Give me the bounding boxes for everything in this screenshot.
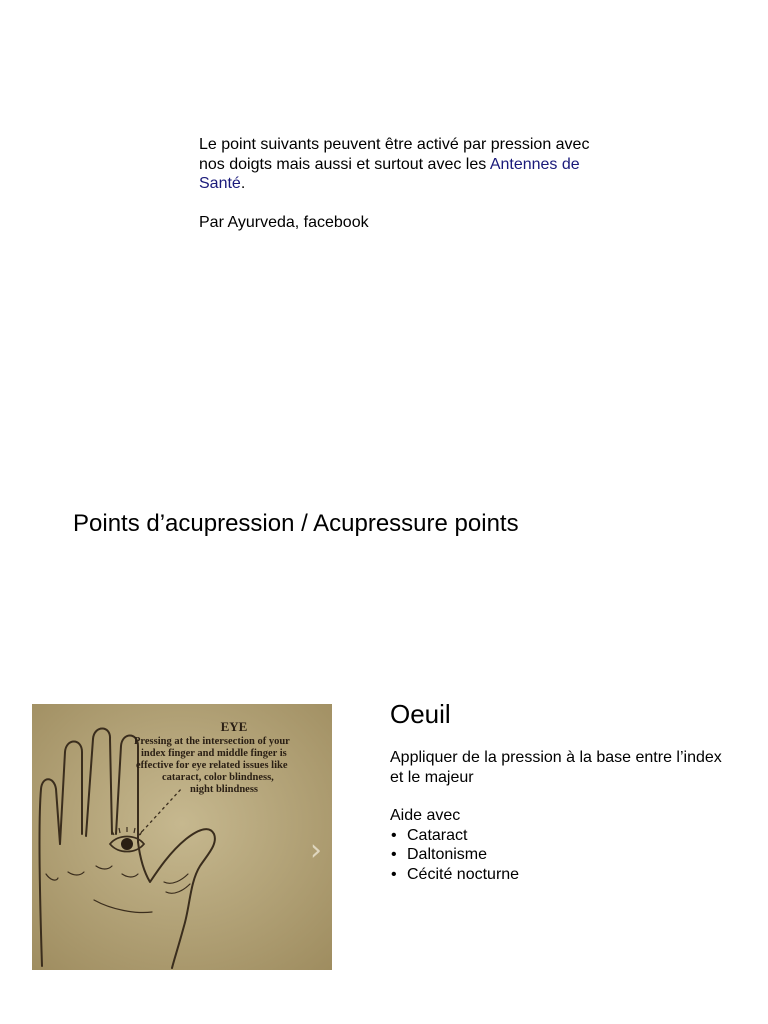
intro-block [199,135,619,232]
caption-line: effective for eye related issues like [136,760,288,771]
eye-heading: EYE [220,719,248,734]
next-arrow-icon[interactable]: › [310,833,322,868]
benefit-item: • Daltonisme [390,845,730,865]
intro-text: Le point suivants peuvent être activé par pression avec nos doigts mais aussi et surtout avec les [199,136,590,173]
intro-byline: Par Ayurveda, facebook [199,213,369,231]
caption-line: night blindness [190,784,258,795]
caption-line: cataract, color blindness, [162,772,274,783]
hand-illustration [32,704,332,970]
antennes-link[interactable]: Antennes de Santé [199,155,580,192]
point-detail [390,698,730,884]
point-instruction: Appliquer de la pression à la base entre l’index et le majeur [390,749,722,786]
intro-link-suffix: . [240,175,246,192]
caption-line: index finger and middle finger is [141,748,287,759]
point-title: Oeuil [390,699,451,729]
benefits-list [390,826,730,885]
page-title: Points d’acupression / Acupressure points [73,510,519,537]
caption-line: Pressing at the intersection of your [134,736,290,747]
benefit-item: • Cécité nocturne [390,865,730,885]
benefit-item: • Cataract [390,826,730,846]
intro-paragraph [199,135,619,194]
eye-point-image [32,704,332,970]
help-label: Aide avec [390,807,461,824]
